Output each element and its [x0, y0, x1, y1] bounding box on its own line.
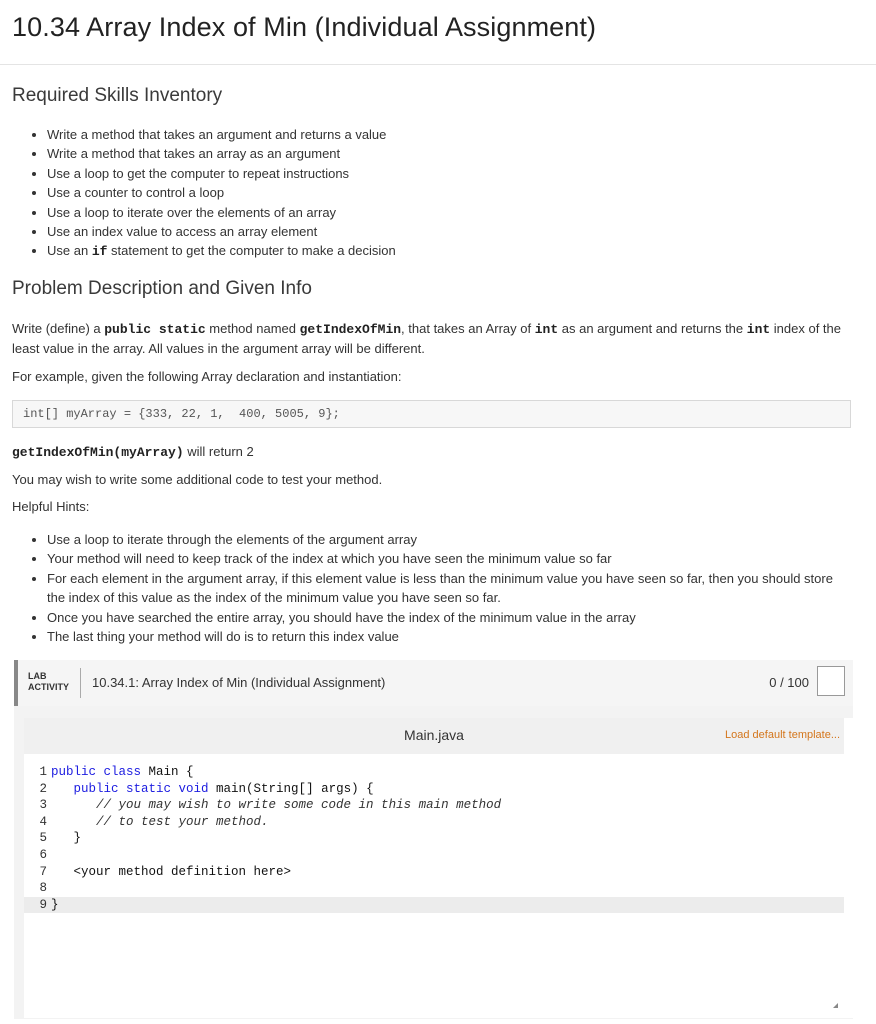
lab-score: 0 / 100: [769, 675, 809, 690]
return-example: getIndexOfMin(myArray) will return 2: [12, 444, 254, 460]
line-number: 5: [39, 831, 47, 846]
inline-code: int: [746, 322, 771, 337]
lab-activity-bar: [14, 660, 853, 706]
file-header: [24, 718, 844, 754]
page-title: 10.34 Array Index of Min (Individual Assignment): [12, 12, 597, 42]
hints-list: [12, 530, 842, 646]
code-comment: // you may wish to write some code in this main method: [96, 798, 502, 813]
code-line[interactable]: [24, 897, 844, 914]
inline-code: int: [534, 322, 559, 337]
list-item: • Use a counter to control a loop: [47, 183, 852, 202]
code-line[interactable]: [24, 781, 844, 798]
code-indent: [51, 815, 96, 829]
problem-description: Write (define) a public static method named getIndexOfMin, that takes an Array of int as an argument and returns the int index of the least value in the array. All values in the argument array will be different.: [12, 321, 841, 356]
list-item: • For each element in the argument array, if this element value is less than the minimum value you have seen so far, then you should store the index of this value as the index of the minimum value you have seen so far.: [47, 569, 842, 608]
load-default-template-link[interactable]: Load default template...: [725, 729, 840, 741]
code-indent: [51, 831, 74, 845]
editor-container: [24, 718, 854, 1018]
skills-heading: Required Skills Inventory: [12, 85, 223, 106]
code-text: Main {: [141, 765, 194, 779]
code-keyword: public static void: [73, 781, 209, 796]
skills-list: [12, 125, 852, 262]
inline-code: getIndexOfMin(myArray): [12, 445, 184, 460]
title-divider: [0, 64, 876, 65]
list-item: • Use a loop to iterate over the elements of an array: [47, 203, 852, 222]
code-line[interactable]: [24, 830, 844, 847]
code-text: <your method definition here>: [73, 864, 292, 879]
line-number: 3: [39, 798, 47, 813]
code-keyword: public class: [51, 765, 142, 779]
code-line[interactable]: [24, 814, 844, 831]
completion-indicator: [817, 666, 845, 696]
inline-code: public static: [104, 322, 206, 337]
code-line[interactable]: [24, 797, 844, 814]
inline-code: getIndexOfMin: [299, 322, 402, 337]
list-item: • Use a loop to get the computer to repeat instructions: [47, 164, 852, 183]
line-number: 6: [39, 847, 47, 862]
code-text: main(String[] args) {: [208, 781, 374, 796]
code-editor-panel: [14, 706, 853, 1019]
lab-activity-tag: LAB ACTIVITY: [28, 671, 70, 692]
line-number: 9: [39, 897, 47, 912]
text: statement to get the computer to make a decision: [107, 243, 396, 259]
line-number: 8: [39, 881, 47, 896]
list-item: • Once you have searched the entire array, you should have the index of the minimum value in the array: [47, 608, 842, 627]
text: Use an: [47, 243, 92, 259]
file-name: Main.java: [404, 727, 464, 743]
list-item: • Use an index value to access an array element: [47, 222, 852, 241]
array-declaration-code: int[] myArray = {333, 22, 1, 400, 5005, 9};: [12, 400, 851, 428]
code-text: }: [73, 831, 82, 846]
list-item: • Use a loop to iterate through the elements of the argument array: [47, 530, 842, 549]
resize-handle-icon[interactable]: [833, 1003, 838, 1008]
code-comment: // to test your method.: [96, 814, 269, 829]
inline-code: if: [91, 244, 108, 260]
code-indent: [51, 798, 96, 812]
line-number: 4: [39, 814, 47, 829]
problem-heading: Problem Description and Given Info: [12, 278, 312, 299]
hints-label: Helpful Hints:: [12, 499, 90, 514]
code-line[interactable]: [24, 864, 844, 881]
code-line[interactable]: [24, 764, 844, 781]
line-number: 7: [39, 864, 47, 879]
code-indent: [51, 865, 74, 879]
code-input-area[interactable]: [24, 764, 844, 1004]
lab-activity-name: 10.34.1: Array Index of Min (Individual Assignment): [92, 675, 386, 690]
line-number: 2: [39, 781, 47, 796]
list-item: • Write a method that takes an array as an argument: [47, 144, 852, 163]
list-item: [47, 241, 852, 261]
separator: [80, 668, 81, 698]
list-item: • Your method will need to keep track of the index at which you have seen the minimum value so far: [47, 549, 842, 568]
code-line[interactable]: [24, 847, 844, 864]
line-number: 1: [39, 765, 47, 779]
list-item: • The last thing your method will do is to return this index value: [47, 627, 842, 646]
code-text: }: [51, 897, 59, 912]
example-intro: For example, given the following Array declaration and instantiation:: [12, 369, 402, 384]
code-line[interactable]: [24, 880, 844, 897]
test-note: You may wish to write some additional code to test your method.: [12, 472, 383, 487]
list-item: • Write a method that takes an argument and returns a value: [47, 125, 852, 144]
code-indent: [51, 782, 74, 796]
